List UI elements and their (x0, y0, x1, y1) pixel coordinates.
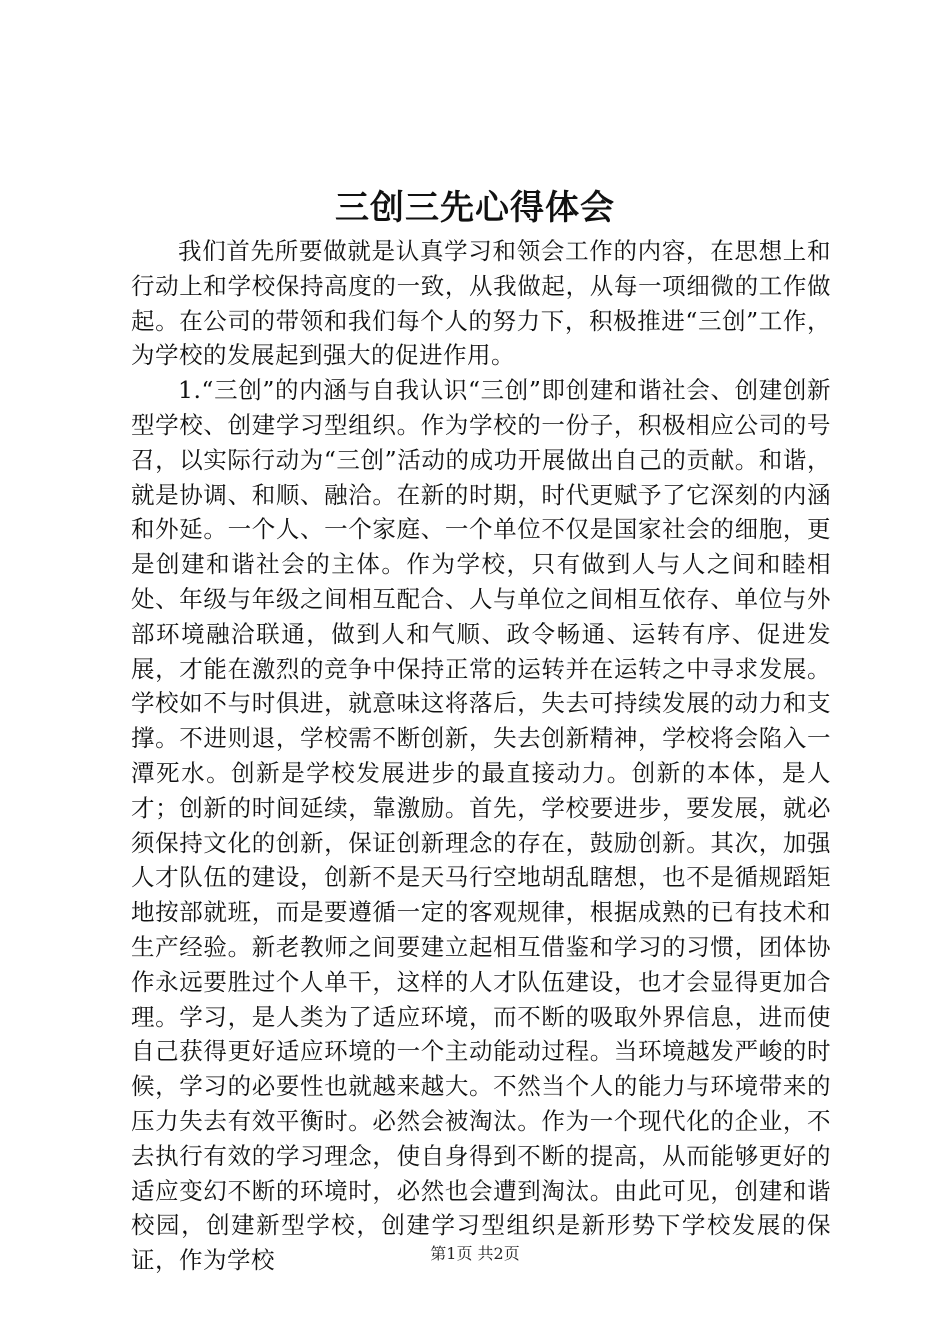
document-title: 三创三先心得体会 (335, 188, 615, 228)
body-paragraph: 1.“三创”的内涵与自我认识“三创”即创建和谐社会、创建创新型学校、创建学习型组织。作为学校的一份子，积极相应公司的号召，以实际行动为“三创”活动的成功开展做出自己的贡献。和谐，就是协调、和顺、融洽。在新的时期，时代更赋予了它深刻的内涵和外延。一个人、一个家庭、一个单位不仅是国家社会的细胞，更是创建和谐社会的主体。作为学校，只有做到人与人之间和睦相处、年级与年级之间相互配合、人与单位之间相互依存、单位与外部环境融洽联通，做到人和气顺、政令畅通、运转有序、促进发展，才能在激烈的竞争中保持正常的运转并在运转之中寻求发展。学校如不与时俱进，就意味这将落后，失去可持续发展的动力和支撑。不进则退，学校需不断创新，失去创新精神，学校将会陷入一潭死水。创新是学校发展进步的最直接动力。创新的本体，是人才；创新的时间延续，靠激励。首先，学校要进步，要发展，就必须保持文化的创新，保证创新理念的存在，鼓励创新。其次，加强人才队伍的建设，创新不是天马行空地胡乱瞎想，也不是循规蹈矩地按部就班，而是要遵循一定的客观规律，根据成熟的已有技术和生产经验。新老教师之间要建立起相互借鉴和学习的习惯，团体协作永远要胜过个人单干，这样的人才队伍建设，也才会显得更加合理。学习，是人类为了适应环境，而不断的吸取外界信息，进而使自己获得更好适应环境的一个主动能动过程。当环境越发严峻的时候，学习的必要性也就越来越大。不然当个人的能力与环境带来的压力失去有效平衡时。必然会被淘汰。作为一个现代化的企业，不去执行有效的学习理念，使自身得到不断的提高，从而能够更好的适应变幻不断的环境时，必然也会遭到淘汰。由此可见，创建和谐校园，创建新型学校，创建学习型组织是新形势下学校发展的保证，作为学校 (131, 376, 831, 1275)
body-paragraph: 我们首先所要做就是认真学习和领会工作的内容，在思想上和行动上和学校保持高度的一致，从我做起，从每一项细微的工作做起。在公司的带领和我们每个人的努力下，积极推进“三创”工作，为学校的发展起到强大的促进作用。 (131, 237, 831, 370)
document-body (131, 234, 831, 1278)
page-footer: 第1页 共2页 (430, 1244, 520, 1263)
